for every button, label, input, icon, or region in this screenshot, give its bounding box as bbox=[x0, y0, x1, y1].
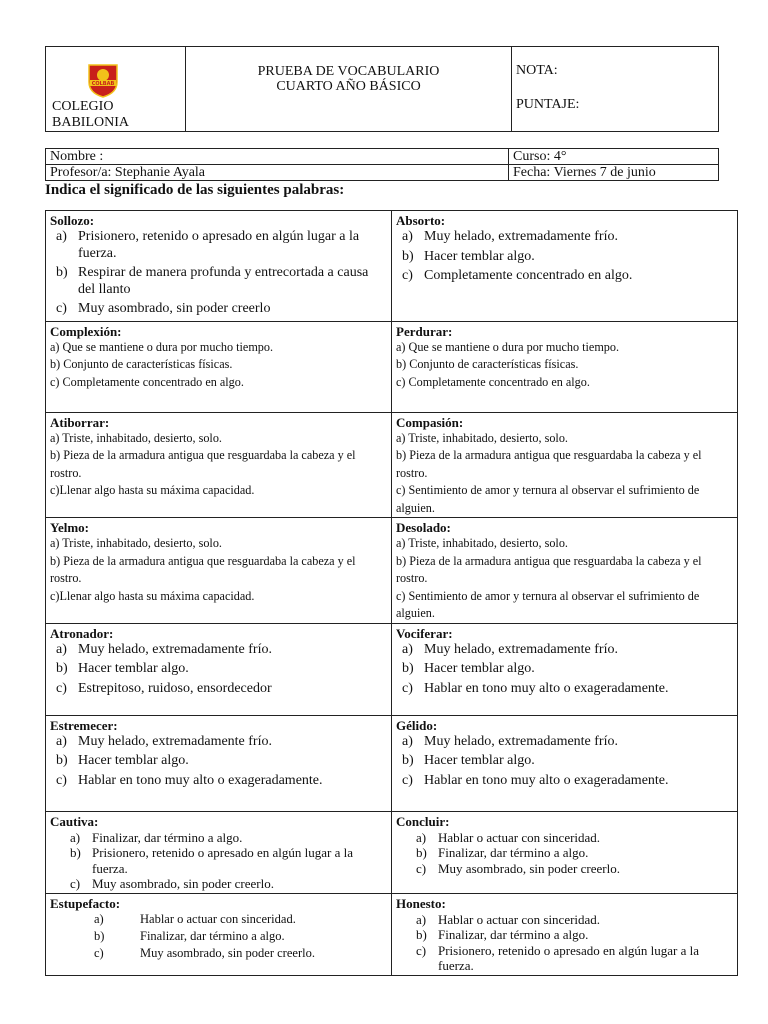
option-text: Hacer temblar algo. bbox=[424, 248, 535, 264]
question-cell bbox=[392, 811, 738, 893]
option-text: Hablar o actuar con sinceridad. bbox=[140, 911, 296, 926]
answer-option[interactable]: b) Pieza de la armadura antigua que resguardaba la cabeza y el rostro. bbox=[50, 553, 356, 585]
vocabulary-word: Atronador: bbox=[50, 625, 114, 641]
option-letter: c) bbox=[402, 772, 413, 788]
test-title bbox=[186, 47, 512, 132]
option-letter: c) bbox=[56, 772, 67, 788]
vocabulary-word: Absorto: bbox=[396, 213, 446, 228]
answer-option[interactable] bbox=[396, 268, 733, 285]
answer-option[interactable]: a) Triste, inhabitado, desierto, solo. bbox=[396, 430, 568, 445]
answer-option[interactable] bbox=[50, 265, 387, 298]
vocabulary-row bbox=[46, 321, 738, 412]
school-cell bbox=[46, 47, 186, 132]
school-name bbox=[52, 99, 129, 130]
answer-option[interactable]: b) Conjunto de características físicas. bbox=[396, 357, 579, 371]
question-cell bbox=[392, 321, 738, 412]
answer-option[interactable] bbox=[50, 929, 387, 944]
question-cell bbox=[46, 211, 392, 322]
option-text: Hablar en tono muy alto o exageradamente. bbox=[424, 680, 669, 696]
answer-option[interactable] bbox=[50, 845, 387, 876]
instructions: Indica el significado de las siguientes palabras: bbox=[45, 182, 345, 198]
answer-option[interactable] bbox=[396, 861, 733, 877]
vocabulary-row bbox=[46, 893, 738, 975]
option-text: Prisionero, retenido o apresado en algún lugar a la fuerza. bbox=[78, 229, 360, 261]
question-cell bbox=[392, 518, 738, 624]
answer-option[interactable] bbox=[50, 912, 387, 927]
question-cell bbox=[46, 715, 392, 811]
answer-option[interactable] bbox=[50, 946, 387, 961]
vocabulary-row bbox=[46, 811, 738, 893]
option-letter: a) bbox=[416, 829, 427, 845]
vocabulary-word: Vociferar: bbox=[396, 625, 453, 641]
answer-option[interactable]: c)Llenar algo hasta su máxima capacidad. bbox=[50, 483, 255, 497]
answer-option[interactable]: b) Conjunto de características físicas. bbox=[50, 357, 233, 371]
option-text: Muy helado, extremadamente frío. bbox=[424, 733, 618, 749]
school-name-line2: BABILONIA bbox=[52, 114, 129, 130]
vocabulary-word: Complexión: bbox=[50, 323, 122, 339]
answer-option[interactable]: a) Triste, inhabitado, desierto, solo. bbox=[50, 536, 222, 550]
answer-option[interactable] bbox=[50, 734, 387, 751]
option-text: Prisionero, retenido o apresado en algún lugar a la fuerza. bbox=[92, 845, 353, 876]
option-text: Completamente concentrado en algo. bbox=[424, 268, 633, 283]
answer-option[interactable] bbox=[50, 229, 387, 262]
option-text: Hacer temblar algo. bbox=[424, 661, 535, 676]
answer-option[interactable] bbox=[396, 753, 733, 770]
vocabulary-word: Compasión: bbox=[396, 414, 464, 430]
option-text: Muy helado, extremadamente frío. bbox=[424, 641, 618, 657]
answer-option[interactable] bbox=[396, 927, 733, 943]
option-text: Hacer temblar algo. bbox=[78, 753, 189, 768]
answer-option[interactable]: b) Pieza de la armadura antigua que resguardaba la cabeza y el rostro. bbox=[396, 553, 702, 585]
option-letter: a) bbox=[416, 911, 427, 927]
option-letter: b) bbox=[56, 661, 68, 676]
answer-option[interactable] bbox=[50, 830, 387, 846]
option-letter: a) bbox=[56, 733, 67, 749]
test-title-line2: CUARTO AÑO BÁSICO bbox=[276, 79, 421, 94]
option-letter: a) bbox=[402, 229, 413, 244]
answer-option[interactable] bbox=[396, 845, 733, 861]
question-cell bbox=[392, 412, 738, 518]
answer-option[interactable] bbox=[50, 661, 387, 678]
option-text: Muy asombrado, sin poder creerlo. bbox=[92, 876, 274, 891]
option-text: Hacer temblar algo. bbox=[424, 753, 535, 768]
answer-option[interactable]: c) Sentimiento de amor y ternura al observar el sufrimiento de alguien. bbox=[396, 588, 700, 620]
answer-option[interactable]: b) Pieza de la armadura antigua que resguardaba la cabeza y el rostro. bbox=[396, 448, 702, 480]
option-letter: c) bbox=[402, 268, 413, 283]
nombre-field[interactable]: Nombre : bbox=[46, 149, 509, 165]
answer-option[interactable] bbox=[396, 642, 733, 659]
option-letter: c) bbox=[56, 680, 67, 696]
option-letter: b) bbox=[402, 661, 414, 676]
option-letter: b) bbox=[416, 845, 427, 860]
vocabulary-row bbox=[46, 715, 738, 811]
answer-option[interactable] bbox=[50, 301, 387, 318]
vocabulary-word: Atiborrar: bbox=[50, 414, 110, 430]
header-table bbox=[45, 46, 719, 132]
option-letter: a) bbox=[94, 911, 104, 926]
option-text: Muy helado, extremadamente frío. bbox=[78, 733, 272, 749]
answer-option[interactable] bbox=[396, 943, 733, 974]
vocabulary-word: Honesto: bbox=[396, 895, 446, 911]
option-text: Hablar en tono muy alto o exageradamente. bbox=[424, 772, 669, 788]
answer-option[interactable] bbox=[50, 753, 387, 770]
option-letter: a) bbox=[402, 641, 413, 657]
answer-option[interactable] bbox=[50, 642, 387, 659]
vocabulary-grid bbox=[45, 210, 738, 976]
option-text: Finalizar, dar término a algo. bbox=[92, 829, 243, 845]
vocabulary-word: Perdurar: bbox=[396, 323, 453, 339]
option-text: Hablar o actuar con sinceridad. bbox=[438, 829, 601, 845]
option-letter: b) bbox=[416, 927, 427, 942]
option-text: Hablar en tono muy alto o exageradamente. bbox=[78, 772, 323, 788]
answer-option[interactable]: c) Completamente concentrado en algo. bbox=[396, 374, 590, 389]
vocabulary-word: Estremecer: bbox=[50, 717, 118, 733]
option-letter: c) bbox=[416, 860, 427, 876]
answer-option[interactable]: c)Llenar algo hasta su máxima capacidad. bbox=[50, 588, 255, 603]
answer-option[interactable] bbox=[396, 830, 733, 846]
answer-option[interactable]: a) Triste, inhabitado, desierto, solo. bbox=[50, 430, 222, 445]
option-letter: c) bbox=[402, 680, 413, 696]
option-letter: b) bbox=[56, 265, 68, 280]
option-text: Muy asombrado, sin poder creerlo. bbox=[438, 860, 620, 876]
option-letter: b) bbox=[402, 753, 414, 768]
test-title-line1: PRUEBA DE VOCABULARIO bbox=[257, 64, 440, 79]
option-letter: c) bbox=[94, 945, 104, 960]
answer-option[interactable] bbox=[396, 773, 733, 790]
question-cell bbox=[46, 518, 392, 624]
option-letter: c) bbox=[70, 876, 81, 891]
vocabulary-word: Concluir: bbox=[396, 813, 450, 829]
option-text: Muy helado, extremadamente frío. bbox=[78, 641, 272, 657]
question-cell bbox=[46, 321, 392, 412]
option-letter: a) bbox=[56, 641, 67, 657]
logo-text: COLBAB bbox=[91, 81, 115, 87]
answer-option[interactable]: b) Pieza de la armadura antigua que resguardaba la cabeza y el rostro. bbox=[50, 448, 356, 480]
answer-option[interactable]: c) Sentimiento de amor y ternura al observar el sufrimiento de alguien. bbox=[396, 483, 700, 515]
question-cell bbox=[46, 893, 392, 975]
option-text: Muy asombrado, sin poder creerlo bbox=[78, 301, 271, 316]
vocabulary-word: Sollozo: bbox=[50, 213, 95, 228]
answer-option[interactable] bbox=[396, 661, 733, 678]
grade-cell bbox=[512, 47, 719, 132]
option-letter: b) bbox=[94, 928, 105, 943]
option-text: Estrepitoso, ruidoso, ensordecedor bbox=[78, 680, 272, 696]
vocabulary-word: Yelmo: bbox=[50, 520, 89, 535]
answer-option[interactable] bbox=[396, 249, 733, 266]
question-cell bbox=[392, 623, 738, 715]
option-letter: b) bbox=[402, 248, 414, 264]
question-cell bbox=[46, 412, 392, 518]
vocabulary-row bbox=[46, 518, 738, 624]
option-text: Respirar de manera profunda y entrecortada a causa del llanto bbox=[78, 265, 369, 297]
option-letter: a) bbox=[70, 829, 81, 845]
question-cell bbox=[392, 893, 738, 975]
answer-option[interactable]: c) Completamente concentrado en algo. bbox=[50, 374, 244, 389]
vocabulary-word: Desolado: bbox=[396, 520, 451, 535]
option-text: Prisionero, retenido o apresado en algún lugar a la fuerza. bbox=[438, 942, 699, 973]
vocabulary-word: Cautiva: bbox=[50, 813, 99, 829]
answer-option[interactable]: a) Triste, inhabitado, desierto, solo. bbox=[396, 536, 568, 550]
answer-option[interactable] bbox=[50, 681, 387, 698]
option-text: Hacer temblar algo. bbox=[78, 661, 189, 676]
answer-option[interactable]: a) Que se mantiene o dura por mucho tiempo. bbox=[396, 339, 620, 354]
school-logo-icon bbox=[86, 62, 120, 98]
fecha-field: Fecha: Viernes 7 de junio bbox=[509, 165, 719, 181]
option-letter: c) bbox=[56, 301, 67, 316]
answer-option[interactable]: a) Que se mantiene o dura por mucho tiempo. bbox=[50, 339, 274, 354]
option-text: Finalizar, dar término a algo. bbox=[438, 845, 589, 860]
question-cell bbox=[46, 811, 392, 893]
profesor-field: Profesor/a: Stephanie Ayala bbox=[46, 165, 509, 181]
school-name-line1: COLEGIO bbox=[52, 99, 114, 114]
answer-option[interactable] bbox=[396, 681, 733, 698]
option-letter: a) bbox=[56, 229, 67, 244]
option-text: Hablar o actuar con sinceridad. bbox=[438, 911, 601, 927]
option-text: Finalizar, dar término a algo. bbox=[140, 928, 285, 943]
option-letter: c) bbox=[416, 942, 427, 958]
vocabulary-word: Gélido: bbox=[396, 717, 438, 733]
curso-field: Curso: 4° bbox=[509, 149, 719, 165]
question-cell bbox=[392, 211, 738, 322]
option-letter: a) bbox=[402, 733, 413, 749]
option-text: Finalizar, dar término a algo. bbox=[438, 927, 589, 942]
answer-option[interactable] bbox=[396, 912, 733, 928]
vocabulary-row bbox=[46, 211, 738, 322]
option-text: Muy helado, extremadamente frío. bbox=[424, 229, 618, 244]
question-cell bbox=[392, 715, 738, 811]
option-letter: b) bbox=[70, 845, 81, 860]
vocabulary-word: Estupefacto: bbox=[50, 895, 121, 911]
question-cell bbox=[46, 623, 392, 715]
answer-option[interactable] bbox=[396, 734, 733, 751]
option-text: Muy asombrado, sin poder creerlo. bbox=[140, 945, 315, 960]
nota-label: NOTA: bbox=[516, 63, 558, 78]
answer-option[interactable] bbox=[50, 876, 387, 892]
vocabulary-row bbox=[46, 412, 738, 518]
puntaje-label: PUNTAJE: bbox=[516, 97, 580, 112]
answer-option[interactable] bbox=[396, 229, 733, 246]
student-info-table bbox=[45, 148, 719, 181]
option-letter: b) bbox=[56, 753, 68, 768]
answer-option[interactable] bbox=[50, 773, 387, 790]
vocabulary-row bbox=[46, 623, 738, 715]
